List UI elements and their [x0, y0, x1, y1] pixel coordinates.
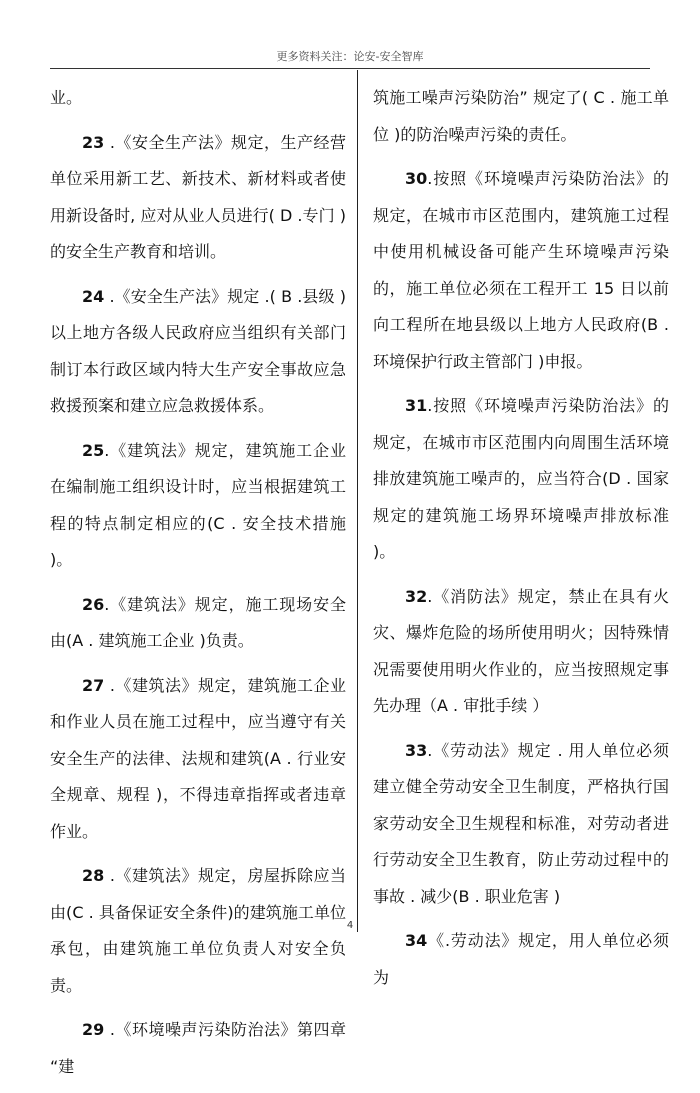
question-answer: A . 行业安全规章、规程: [50, 748, 346, 804]
question-text: .《建筑法》规定，建筑施工企业和作业人员在施工过程中，应当遵守有关安全生产的法律、法规和建筑(: [50, 675, 346, 768]
question-item: [50, 125, 346, 271]
question-answer: A . 审批手续: [437, 696, 533, 715]
question-text: .《安全生产法》规定，生产经营单位采用新工艺、新技术、新材料或者使用新设备时, 应对从业人员进行(: [50, 132, 346, 225]
question-number: 27: [82, 675, 105, 695]
question-text-end: ): [553, 886, 561, 906]
page-header: 更多资料关注：论安-安全智库: [276, 50, 424, 63]
question-number: 30: [405, 169, 428, 188]
question-text: .《环境噪声污染防治法》第四章 “建: [50, 1020, 346, 1076]
question-item: [373, 80, 669, 153]
question-text-end: )以上地方各级人民政府应当组织有关部门制订本行政区域内特大生产安全事故应急救援预案和建立应急救援体系。: [50, 286, 346, 415]
question-item: [50, 668, 346, 851]
question-text-end: )，不得违章指挥或者违章作业。: [50, 785, 346, 841]
question-text-end: )。: [50, 550, 73, 569]
left-column: [50, 80, 346, 1093]
question-item: [50, 858, 346, 1004]
question-number: 24: [82, 286, 105, 306]
question-answer: A . 建筑施工企业: [72, 631, 200, 650]
question-item: [373, 161, 669, 380]
question-answer: B . 环境保护行政主管部门: [373, 315, 669, 371]
question-text: .《建筑法》规定，房屋拆除应当由(: [50, 866, 346, 922]
question-answer: C . 施工单位: [373, 88, 669, 144]
question-number: 32: [405, 586, 428, 606]
question-item: [373, 923, 669, 996]
question-text-end: ）: [532, 696, 549, 715]
question-text: 业。: [50, 88, 83, 107]
question-text-end: )。: [373, 542, 396, 561]
question-text-end: )的防治噪声污染的责任。: [394, 124, 577, 144]
question-text: .《安全生产法》规定 .(: [104, 286, 282, 306]
question-number: 26: [82, 594, 105, 614]
question-text-end: )的建筑施工单位承包，由建筑施工单位负责人对安全负责。: [50, 902, 346, 995]
question-item: [373, 579, 669, 725]
question-text: 筑施工噪声污染防治” 规定了(: [373, 88, 589, 107]
question-number: 23: [82, 132, 105, 152]
question-answer: D . 国家规定的建筑施工场界环境噪声排放标准: [373, 469, 669, 525]
header-rule: [50, 68, 650, 69]
question-text: .按照《环境噪声污染防治法》的规定，在城市市区范围内向周围生活环境排放建筑施工噪声的，应当符合(: [373, 396, 669, 488]
question-number: 34: [405, 931, 428, 950]
question-number: 25: [82, 440, 105, 460]
question-number: 28: [82, 866, 105, 885]
question-answer: D .专门: [274, 205, 340, 225]
question-text-end: )申报。: [538, 351, 593, 371]
question-item: [50, 279, 346, 425]
question-answer: B . 职业危害: [458, 886, 554, 906]
question-item: [50, 433, 346, 579]
question-number: 29: [82, 1020, 105, 1039]
question-answer: B .县级: [281, 286, 340, 306]
right-column: [373, 80, 669, 1004]
column-divider: [357, 70, 358, 932]
question-answer: C . 具备保证安全条件: [72, 902, 228, 922]
question-number: 33: [405, 740, 428, 760]
question-text-end: )负责。: [199, 631, 254, 650]
question-text: .《消防法》规定，禁止在具有火灾、爆炸危险的场所使用明火；因特殊情况需要使用明火作业的，应当按照规定事先办理（: [373, 586, 669, 715]
question-number: 31: [405, 396, 428, 415]
question-item: [373, 733, 669, 916]
question-text: .《建筑法》规定，建筑施工企业在编制施工组织设计时，应当根据建筑工程的特点制定相应的(: [50, 440, 346, 533]
question-text: .《劳动法》规定 . 用人单位必须建立健全劳动安全卫生制度，严格执行国家劳动安全卫生规程和标准，对劳动者进行劳动安全卫生教育，防止劳动过程中的事故 . 减少(: [373, 740, 669, 906]
question-item: [373, 388, 669, 571]
question-item: [50, 587, 346, 660]
question-answer: C . 安全技术措施: [213, 513, 346, 533]
question-item: [50, 1012, 346, 1085]
question-text: .按照《环境噪声污染防治法》的规定，在城市市区范围内，建筑施工过程中使用机械设备可能产生环境噪声污染的，施工单位必须在工程开工 15 日以前向工程所在地县级以上地方人民政府(: [373, 169, 669, 334]
question-text: 《.劳动法》规定，用人单位必须为: [373, 931, 669, 987]
question-text: .《建筑法》规定，施工现场安全由(: [50, 594, 346, 650]
question-item: [50, 80, 346, 117]
page-number: 4: [346, 920, 354, 931]
question-text-end: )的安全生产教育和培训。: [50, 205, 346, 261]
